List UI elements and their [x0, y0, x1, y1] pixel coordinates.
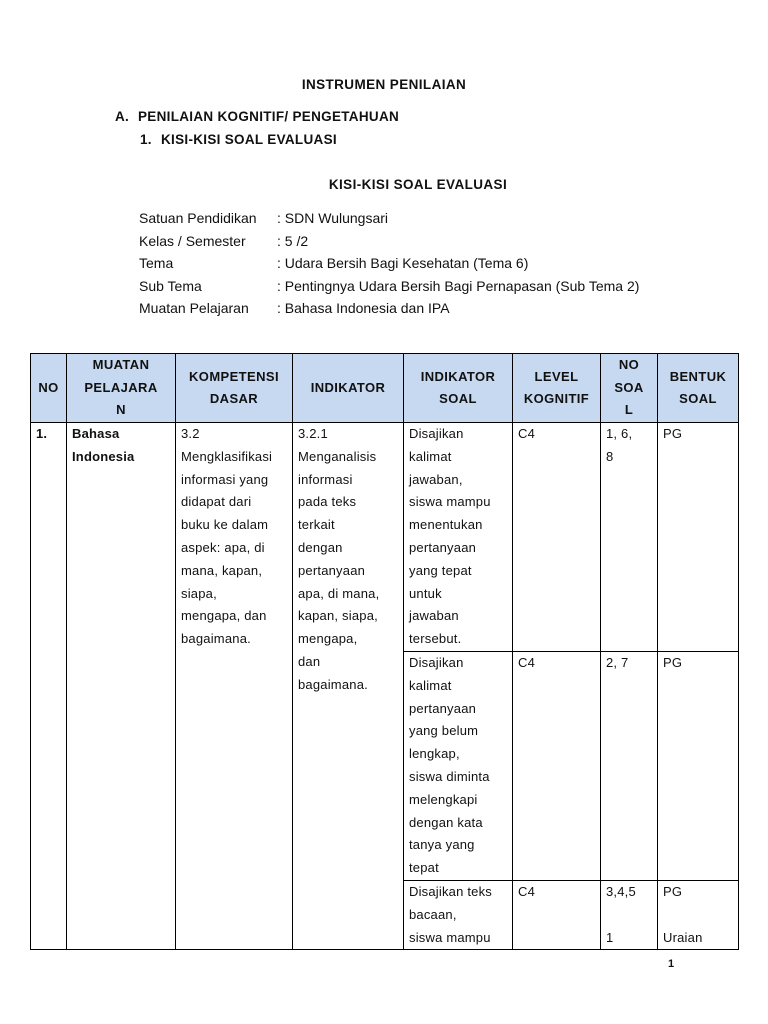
cell-no-soal: 3,4,5 1	[601, 880, 658, 949]
cell-level-kognitif: C4	[513, 651, 601, 880]
cell-kompetensi-dasar: 3.2 Mengklasifikasi informasi yang didapat dari buku ke dalam aspek: apa, di mana, kapan, siapa, mengapa, dan bagaimana.	[176, 423, 293, 950]
header-no-soal: NO SOA L	[601, 354, 658, 423]
info-row	[139, 230, 639, 253]
cell-muatan: Bahasa Indonesia	[67, 423, 176, 950]
info-label: Satuan Pendidikan	[139, 210, 257, 226]
info-value: : Udara Bersih Bagi Kesehatan (Tema 6)	[277, 255, 529, 272]
info-label: Sub Tema	[139, 277, 202, 294]
info-value: : Bahasa Indonesia dan IPA	[277, 300, 450, 317]
info-row	[139, 275, 639, 298]
header-level-kognitif: LEVEL KOGNITIF	[513, 354, 601, 423]
cell-indikator-soal: Disajikan kalimat jawaban, siswa mampu menentukan pertanyaan yang tepat untuk jawaban tersebut.	[404, 423, 513, 652]
info-value: : 5 /2	[277, 232, 309, 249]
info-label: Kelas / Semester	[139, 232, 246, 249]
info-value: : Pentingnya Udara Bersih Bagi Pernapasan (Sub Tema 2)	[277, 277, 640, 294]
info-row	[139, 252, 639, 275]
header-no: NO	[31, 354, 67, 423]
section-1-heading	[140, 132, 337, 147]
header-muatan-pelajaran: MUATAN PELAJARA N	[67, 354, 176, 423]
info-row	[139, 207, 639, 230]
table-subtitle: KISI-KISI SOAL EVALUASI	[328, 177, 508, 192]
header-indikator-soal: INDIKATOR SOAL	[404, 354, 513, 423]
cell-level-kognitif: C4	[513, 880, 601, 949]
section-1-text: KISI-KISI SOAL EVALUASI	[161, 132, 337, 147]
header-bentuk-soal: BENTUK SOAL	[658, 354, 739, 423]
header-kompetensi-dasar: KOMPETENSI DASAR	[176, 354, 293, 423]
section-a-text: PENILAIAN KOGNITIF/ PENGETAHUAN	[138, 109, 400, 124]
info-row	[139, 297, 639, 320]
table-row	[31, 423, 739, 652]
cell-indikator-soal: Disajikan kalimat pertanyaan yang belum lengkap, siswa diminta melengkapi dengan kata tanya yang tepat	[404, 651, 513, 880]
cell-bentuk-soal: PG Uraian	[658, 880, 739, 949]
cell-level-kognitif: C4	[513, 423, 601, 652]
cell-bentuk-soal: PG	[658, 651, 739, 880]
info-value: : SDN Wulungsari	[277, 210, 389, 226]
table-header-row	[31, 354, 739, 423]
section-1-marker: 1.	[140, 132, 152, 147]
info-label: Muatan Pelajaran	[139, 300, 249, 317]
document-title: INSTRUMEN PENILAIAN	[301, 77, 467, 92]
cell-no-soal: 1, 6, 8	[601, 423, 658, 652]
cell-bentuk-soal: PG	[658, 423, 739, 652]
info-label: Tema	[139, 255, 174, 272]
evaluation-grid-table	[30, 353, 739, 950]
cell-no: 1.	[31, 423, 67, 950]
cell-indikator: 3.2.1 Menganalisis informasi pada teks terkait dengan pertanyaan apa, di mana, kapan, siapa, mengapa, dan bagaimana.	[293, 423, 404, 950]
header-indikator: INDIKATOR	[293, 354, 404, 423]
section-a-heading	[115, 109, 399, 124]
cell-no-soal: 2, 7	[601, 651, 658, 880]
info-block	[139, 207, 639, 320]
page-number: 1	[668, 958, 675, 970]
section-a-marker: A.	[115, 109, 130, 124]
cell-indikator-soal: Disajikan teks bacaan, siswa mampu	[404, 880, 513, 949]
